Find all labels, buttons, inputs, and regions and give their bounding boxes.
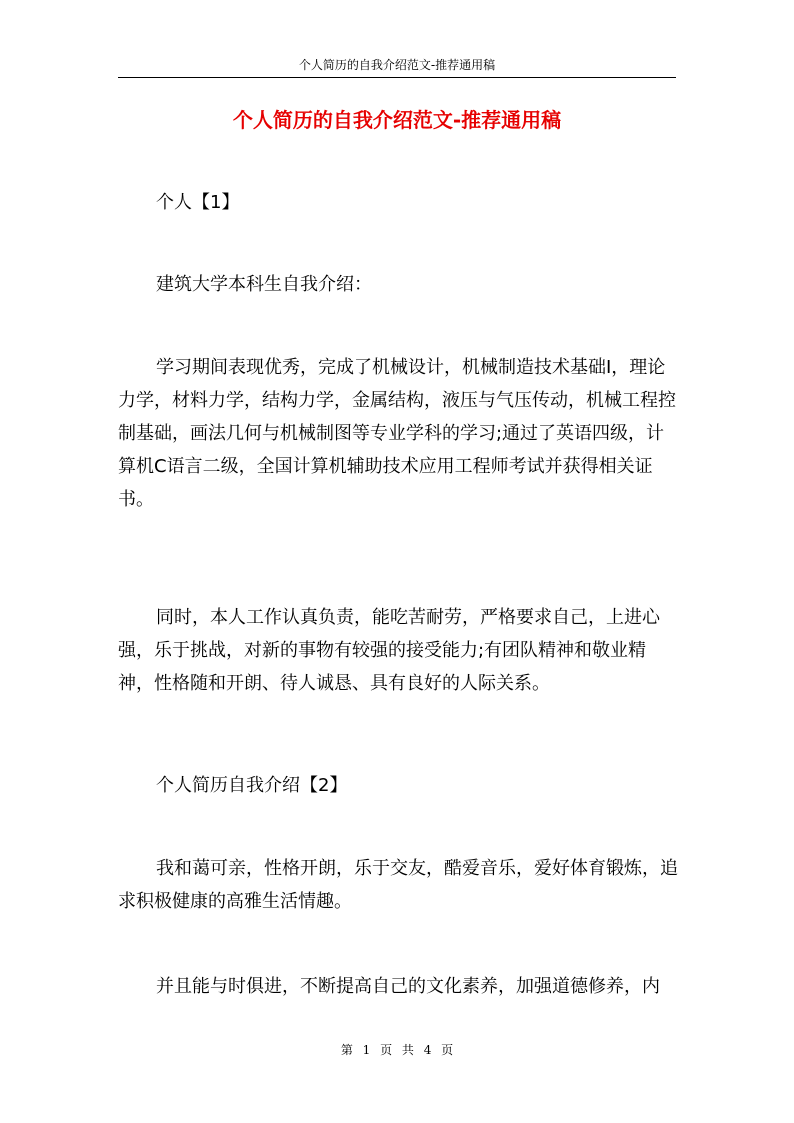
- paragraph-personality: 我和蔼可亲，性格开朗，乐于交友，酷爱音乐，爱好体育锻炼，追求积极健康的高雅生活情趣。: [118, 858, 678, 912]
- header-divider: [118, 77, 676, 78]
- page-footer: 第 1 页 共 4 页: [340, 1043, 454, 1057]
- section-heading-1: 个人【1】: [156, 192, 240, 213]
- paragraph-study: 学习期间表现优秀，完成了机械设计，机械制造技术基础Ⅰ，理论力学，材料力学，结构力学，金属结构，液压与气压传动，机械工程控制基础，画法几何与机械制图等专业学科的学习;通过了英语四级，计算机C语言二级，全国计算机辅助技术应用工程师考试并获得相关证书。: [118, 357, 676, 510]
- section-heading-2: 个人简历自我介绍【2】: [156, 775, 348, 796]
- paragraph-intro-label: 建筑大学本科生自我介绍：: [156, 274, 372, 295]
- document-title: 个人简历的自我介绍范文-推荐通用稿: [232, 108, 562, 132]
- paragraph-work-attitude: 同时，本人工作认真负责，能吃苦耐劳，严格要求自己，上进心强，乐于挑战，对新的事物有较强的接受能力;有团队精神和敬业精神，性格随和开朗、待人诚恳、具有良好的人际关系。: [118, 607, 660, 694]
- running-header: 个人简历的自我介绍范文-推荐通用稿: [298, 58, 496, 72]
- paragraph-self-improvement: 并且能与时俱进，不断提高自己的文化素养，加强道德修养，内: [156, 976, 660, 997]
